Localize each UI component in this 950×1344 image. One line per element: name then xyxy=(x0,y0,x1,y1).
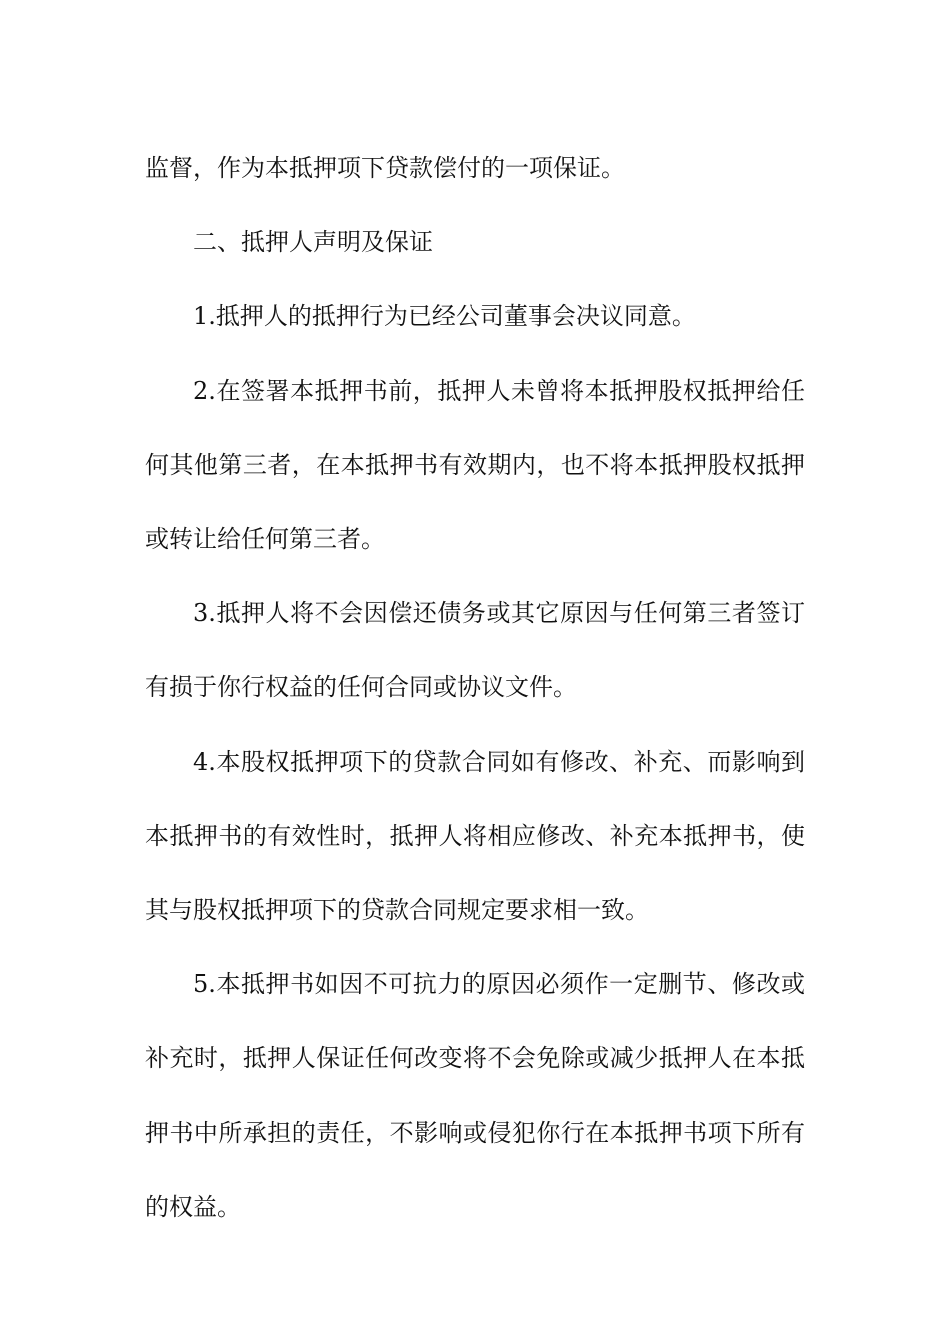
paragraph-1: 监督，作为本抵押项下贷款偿付的一项保证。 xyxy=(145,154,625,182)
clause-5: 5.本抵押书如因不可抗力的原因必须作一定删节、修改或补充时，抵押人保证任何改变将不会免除或减少抵押人在本抵押书中所承担的责任，不影响或侵犯你行在本抵押书项下所有的权益。 xyxy=(145,970,805,1221)
section-heading-2: 二、抵押人声明及保证 xyxy=(193,228,433,257)
clause-1: 1.抵押人的抵押行为已经公司董事会决议同意。 xyxy=(193,302,696,331)
clause-3: 3.抵押人将不会因偿还债务或其它原因与任何第三者签订有损于你行权益的任何合同或协议文件。 xyxy=(145,599,805,702)
clause-2: 2.在签署本抵押书前，抵押人未曾将本抵押股权抵押给任何其他第三者，在本抵押书有效期内，也不将本抵押股权抵押或转让给任何第三者。 xyxy=(145,376,805,554)
document-body xyxy=(145,131,805,1244)
clause-4: 4.本股权抵押项下的贷款合同如有修改、补充、而影响到本抵押书的有效性时，抵押人将相应修改、补充本抵押书，使其与股权抵押项下的贷款合同规定要求相一致。 xyxy=(145,747,805,925)
